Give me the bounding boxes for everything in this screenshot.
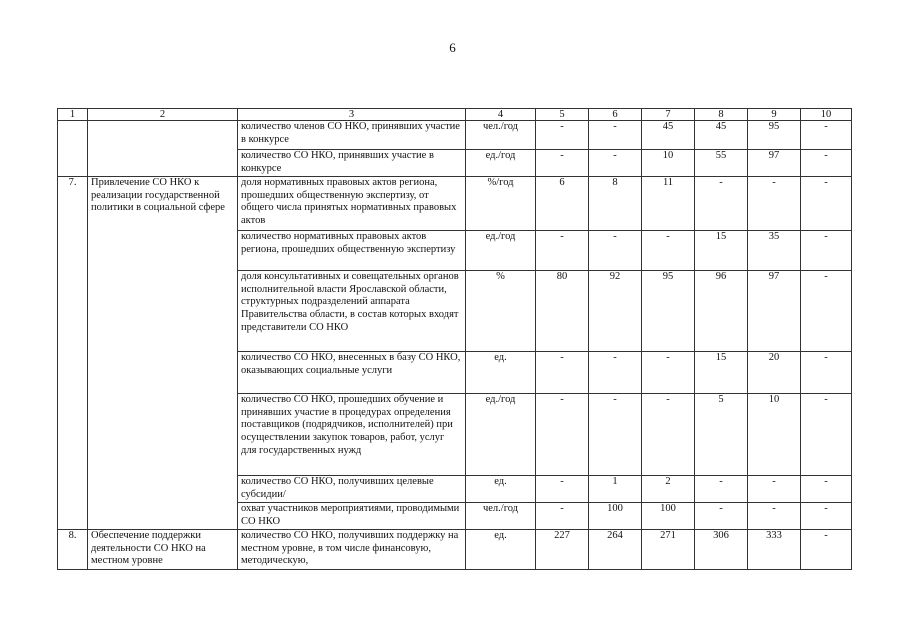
value-cell: - xyxy=(748,503,801,530)
value-cell: - xyxy=(801,352,852,394)
value-cell: - xyxy=(536,476,589,503)
indicator-cell: доля нормативных правовых актов региона, прошедших общественную экспертизу, от общего числа принятых нормативных правовых актов xyxy=(238,177,466,231)
value-cell: - xyxy=(589,150,642,177)
value-cell: 10 xyxy=(642,150,695,177)
goal-cell: Привлечение СО НКО к реализации государственной политики в социальной сфере xyxy=(88,177,238,530)
value-cell: 95 xyxy=(748,121,801,150)
goal-cell xyxy=(88,121,238,177)
value-cell: 15 xyxy=(695,352,748,394)
header-cell: 3 xyxy=(238,109,466,121)
value-cell: - xyxy=(536,503,589,530)
table-row xyxy=(58,121,852,150)
value-cell: 92 xyxy=(589,271,642,352)
value-cell: 100 xyxy=(642,503,695,530)
header-cell: 10 xyxy=(801,109,852,121)
table-header-row xyxy=(58,109,852,121)
value-cell: - xyxy=(642,394,695,476)
unit-cell: чел./год xyxy=(466,503,536,530)
value-cell: - xyxy=(695,503,748,530)
value-cell: 97 xyxy=(748,271,801,352)
value-cell: 5 xyxy=(695,394,748,476)
value-cell: 11 xyxy=(642,177,695,231)
value-cell: - xyxy=(801,476,852,503)
value-cell: - xyxy=(589,231,642,271)
unit-cell: ед. xyxy=(466,476,536,503)
value-cell: 100 xyxy=(589,503,642,530)
unit-cell: ед. xyxy=(466,530,536,570)
unit-cell: ед. xyxy=(466,352,536,394)
indicator-cell: количество СО НКО, получивших целевые субсидии/ xyxy=(238,476,466,503)
value-cell: - xyxy=(536,352,589,394)
header-cell: 1 xyxy=(58,109,88,121)
row-number: 7. xyxy=(58,177,88,530)
value-cell: 20 xyxy=(748,352,801,394)
value-cell: - xyxy=(748,476,801,503)
value-cell: - xyxy=(536,231,589,271)
value-cell: - xyxy=(642,231,695,271)
value-cell: - xyxy=(536,394,589,476)
value-cell: 2 xyxy=(642,476,695,503)
value-cell: 264 xyxy=(589,530,642,570)
header-cell: 4 xyxy=(466,109,536,121)
unit-cell: ед./год xyxy=(466,150,536,177)
value-cell: - xyxy=(801,177,852,231)
value-cell: 45 xyxy=(695,121,748,150)
page-number: 6 xyxy=(449,40,456,55)
value-cell: - xyxy=(801,530,852,570)
row-number xyxy=(58,121,88,177)
row-number: 8. xyxy=(58,530,88,570)
value-cell: 96 xyxy=(695,271,748,352)
indicator-cell: количество СО НКО, получивших поддержку на местном уровне, в том числе финансовую, методическую, xyxy=(238,530,466,570)
header-cell: 9 xyxy=(748,109,801,121)
value-cell: - xyxy=(589,121,642,150)
indicator-cell: количество СО НКО, принявших участие в конкурсе xyxy=(238,150,466,177)
table-row xyxy=(58,530,852,570)
value-cell: 97 xyxy=(748,150,801,177)
value-cell: 1 xyxy=(589,476,642,503)
value-cell: 35 xyxy=(748,231,801,271)
header-cell: 2 xyxy=(88,109,238,121)
unit-cell: % xyxy=(466,271,536,352)
table-row xyxy=(58,177,852,231)
header-cell: 7 xyxy=(642,109,695,121)
header-cell: 8 xyxy=(695,109,748,121)
value-cell: 227 xyxy=(536,530,589,570)
value-cell: - xyxy=(748,177,801,231)
unit-cell: чел./год xyxy=(466,121,536,150)
value-cell: 55 xyxy=(695,150,748,177)
value-cell: 6 xyxy=(536,177,589,231)
value-cell: - xyxy=(589,352,642,394)
value-cell: - xyxy=(801,394,852,476)
value-cell: - xyxy=(801,121,852,150)
value-cell: 271 xyxy=(642,530,695,570)
value-cell: 8 xyxy=(589,177,642,231)
indicator-cell: количество нормативных правовых актов региона, прошедших общественную экспертизу xyxy=(238,231,466,271)
unit-cell: %/год xyxy=(466,177,536,231)
unit-cell: ед./год xyxy=(466,394,536,476)
header-cell: 5 xyxy=(536,109,589,121)
indicator-cell: количество СО НКО, прошедших обучение и принявших участие в процедурах определения поставщиков (подрядчиков, исполнителей) при осуществлении закупок товаров, работ, услуг для государственных нужд xyxy=(238,394,466,476)
goal-cell: Обеспечение поддержки деятельности СО НКО на местном уровне xyxy=(88,530,238,570)
value-cell: 333 xyxy=(748,530,801,570)
indicators-table xyxy=(57,108,852,570)
value-cell: 10 xyxy=(748,394,801,476)
value-cell: - xyxy=(536,150,589,177)
unit-cell: ед./год xyxy=(466,231,536,271)
value-cell: - xyxy=(642,352,695,394)
value-cell: 45 xyxy=(642,121,695,150)
header-cell: 6 xyxy=(589,109,642,121)
value-cell: 15 xyxy=(695,231,748,271)
value-cell: - xyxy=(536,121,589,150)
value-cell: - xyxy=(801,271,852,352)
indicator-cell: охват участников мероприятиями, проводимыми СО НКО xyxy=(238,503,466,530)
value-cell: 306 xyxy=(695,530,748,570)
indicator-cell: количество членов СО НКО, принявших участие в конкурсе xyxy=(238,121,466,150)
value-cell: 80 xyxy=(536,271,589,352)
value-cell: 95 xyxy=(642,271,695,352)
value-cell: - xyxy=(589,394,642,476)
value-cell: - xyxy=(801,503,852,530)
value-cell: - xyxy=(801,231,852,271)
value-cell: - xyxy=(695,476,748,503)
value-cell: - xyxy=(801,150,852,177)
indicator-cell: доля консультативных и совещательных органов исполнительной власти Ярославской области, структурных подразделений аппарата Правительства области, в состав которых входят представители СО НКО xyxy=(238,271,466,352)
value-cell: - xyxy=(695,177,748,231)
indicator-cell: количество СО НКО, внесенных в базу СО НКО, оказывающих социальные услуги xyxy=(238,352,466,394)
